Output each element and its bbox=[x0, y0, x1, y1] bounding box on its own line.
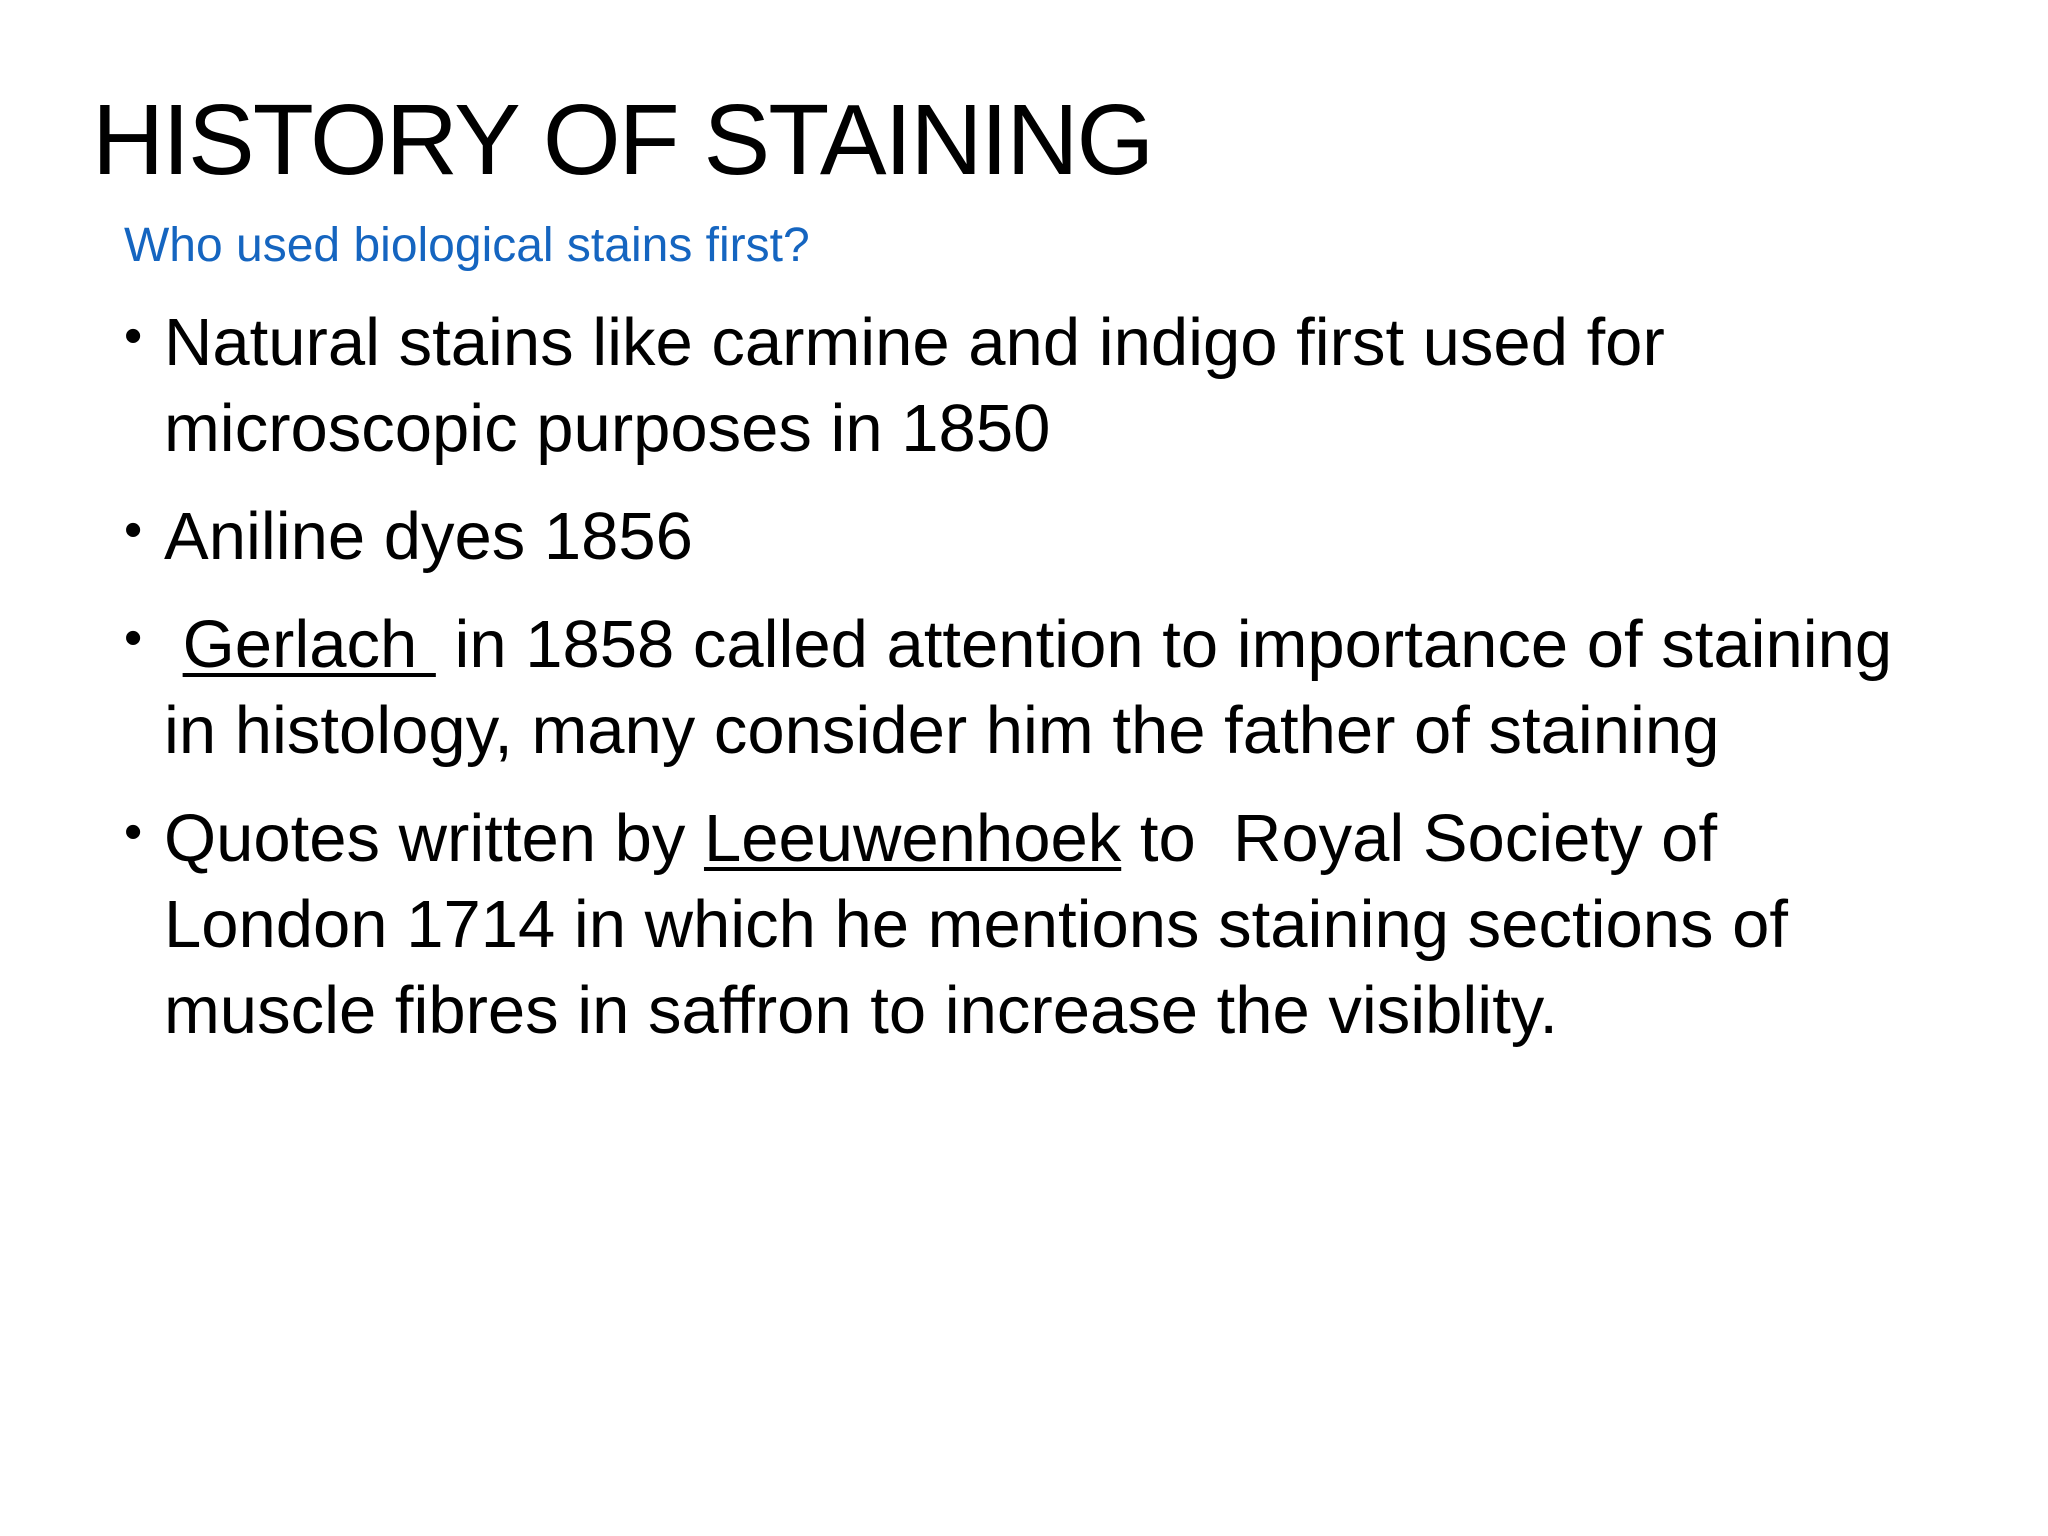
bullet-item-leeuwenhoek bbox=[124, 796, 1944, 1054]
bullet-text: to Royal Society of London 1714 in which he mentions staining sections of muscle fibres in saffron to increase the visiblity. bbox=[164, 801, 1807, 1048]
slide-title: HISTORY OF STAINING bbox=[92, 84, 1153, 196]
bullet-icon: • bbox=[124, 501, 143, 559]
bullet-item-aniline-dyes bbox=[124, 494, 1944, 580]
bullet-text: in 1858 called attention to importance of staining in histology, many consider him the father of staining bbox=[164, 607, 1893, 768]
leeuwenhoek-underlined-name: Leeuwenhoek bbox=[703, 801, 1122, 876]
bullet-text: Natural stains like carmine and indigo first used for microscopic purposes in 1850 bbox=[164, 305, 1665, 466]
bullet-lead-space bbox=[164, 607, 183, 682]
bullet-icon: • bbox=[124, 307, 143, 365]
bullet-icon: • bbox=[124, 803, 143, 861]
bullet-lead-text: Quotes written by bbox=[164, 801, 704, 876]
bullet-list bbox=[124, 300, 1944, 1076]
bullet-item-natural-stains bbox=[124, 300, 1944, 472]
slide-subtitle: Who used biological stains first? bbox=[124, 219, 810, 272]
gerlach-underlined-name: Gerlach bbox=[182, 607, 436, 682]
bullet-icon: • bbox=[124, 609, 143, 667]
bullet-item-gerlach bbox=[124, 602, 1944, 774]
bullet-text: Aniline dyes 1856 bbox=[164, 499, 693, 574]
